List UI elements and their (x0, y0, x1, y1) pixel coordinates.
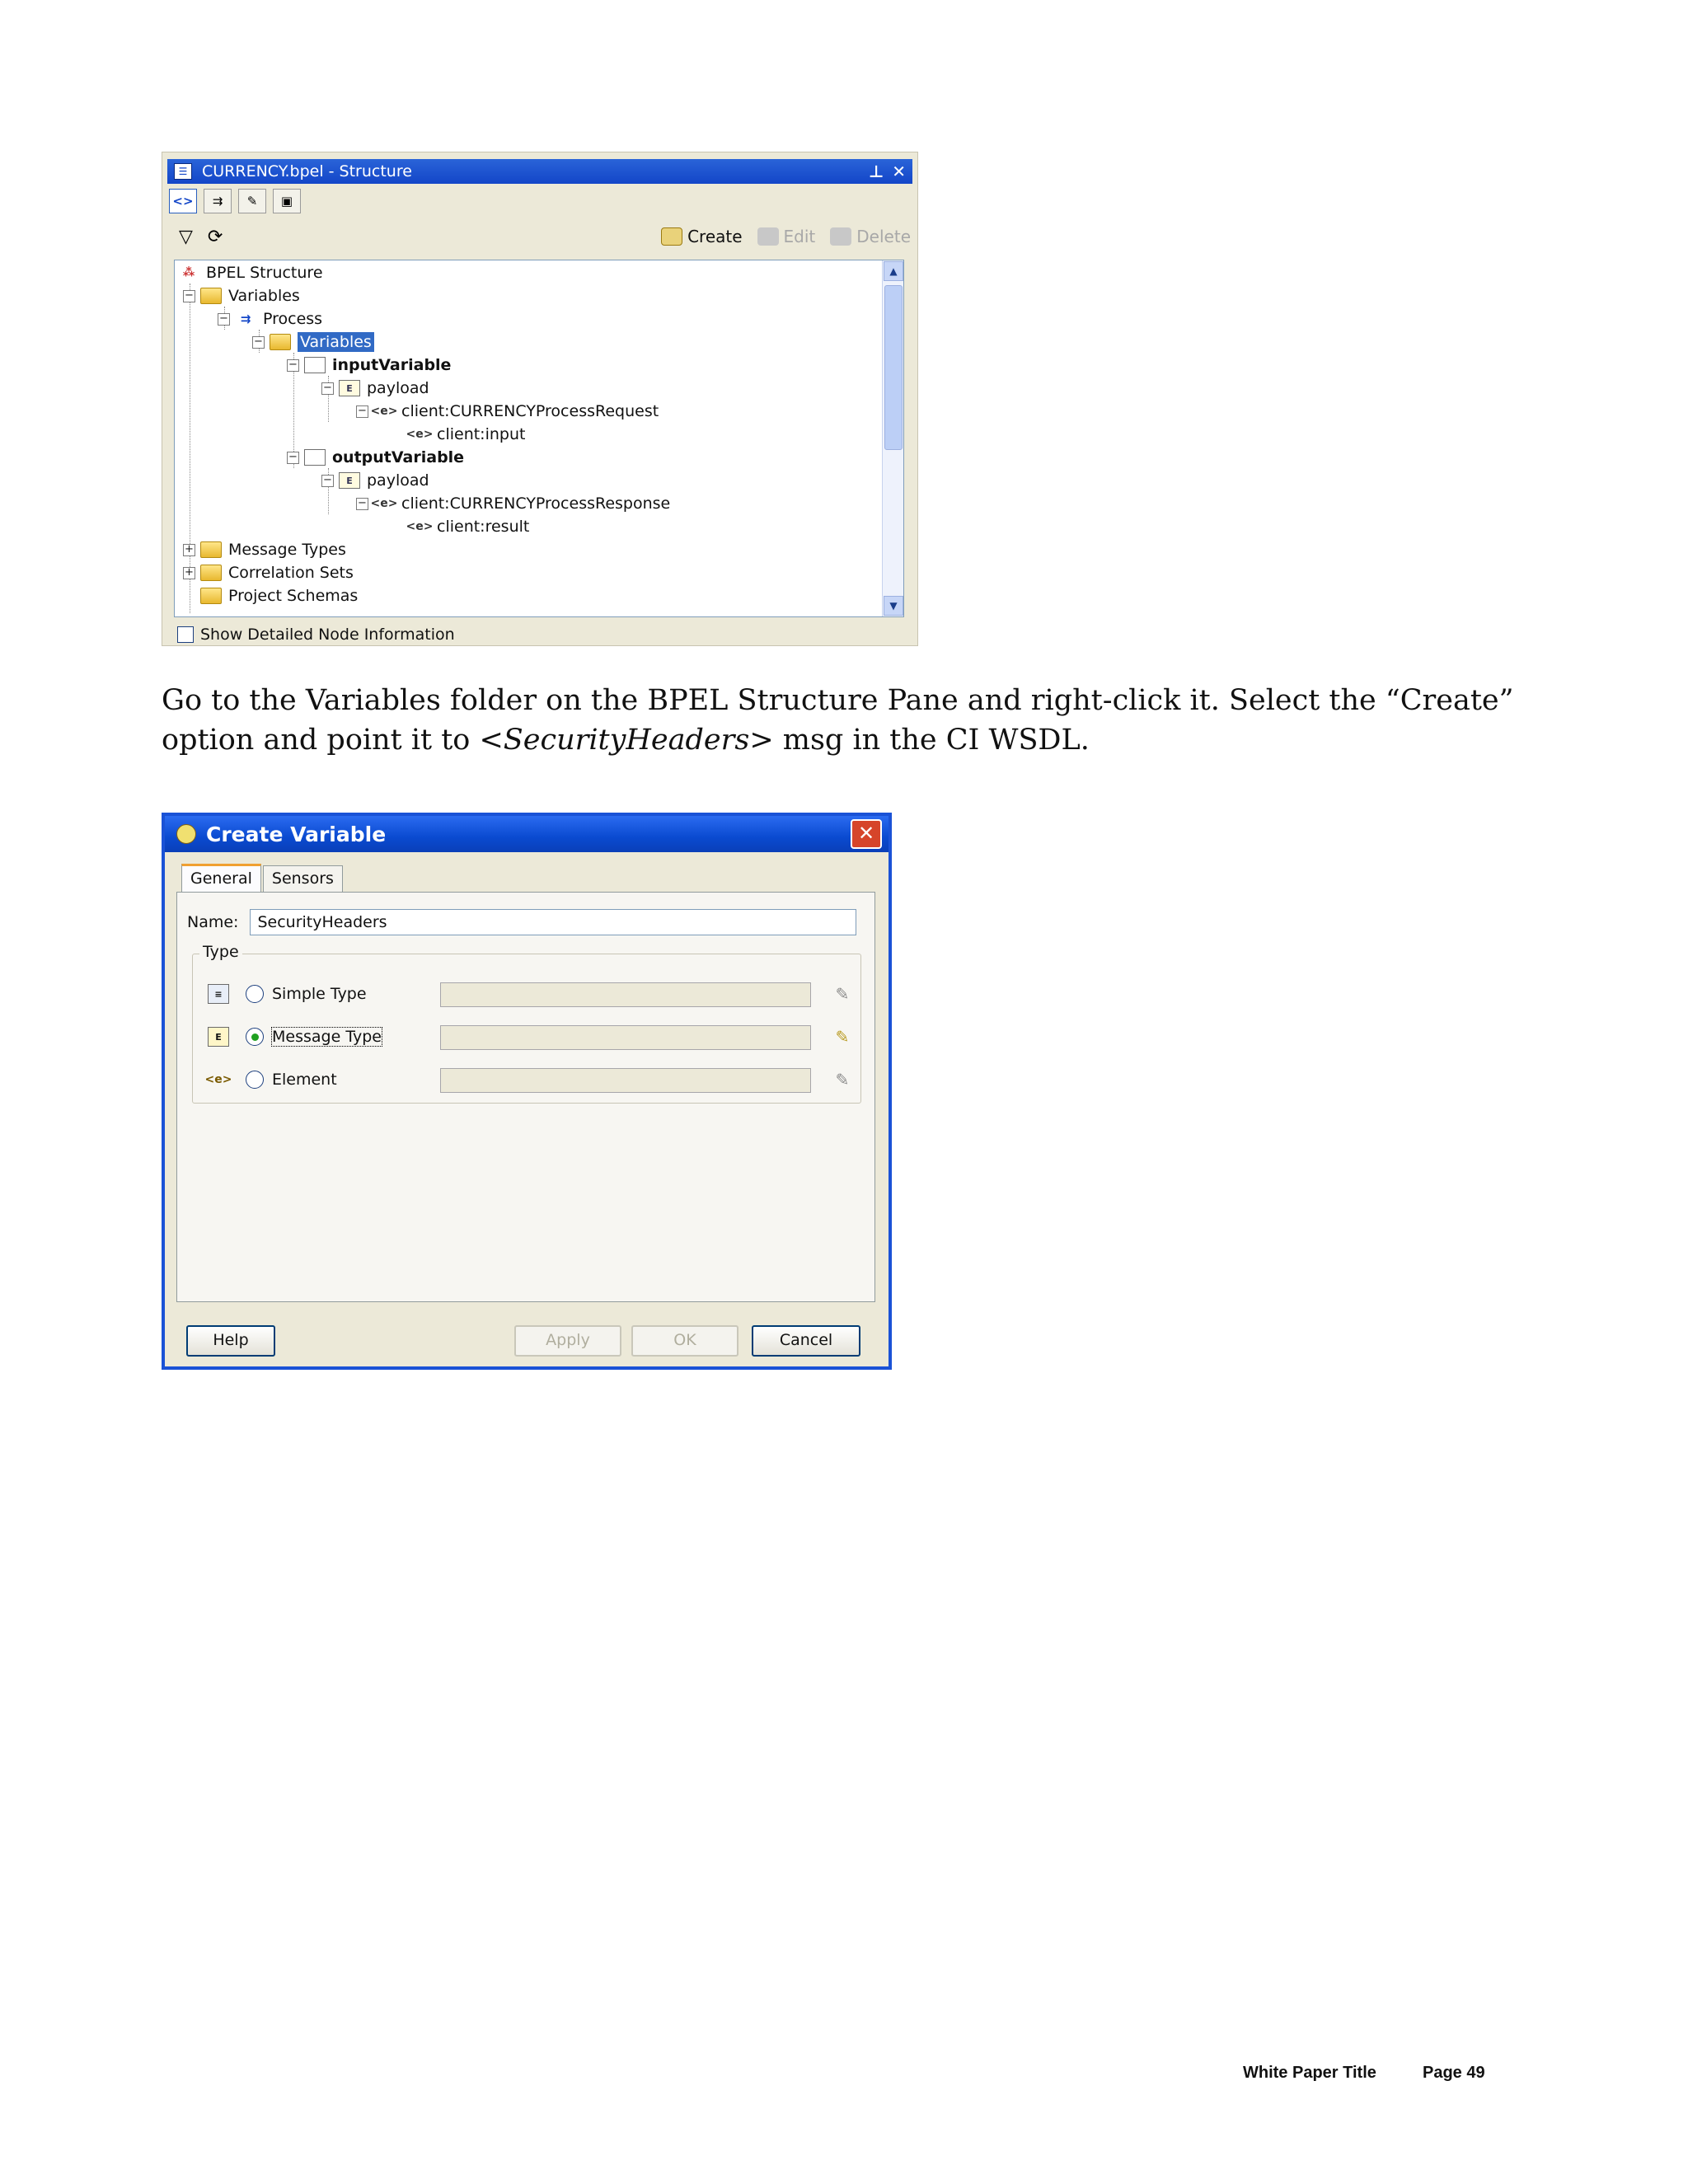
delete-label: Delete (856, 227, 911, 246)
element-icon: <e> (370, 405, 398, 418)
tree-node-label: Project Schemas (228, 587, 359, 605)
footer-title: White Paper Title (1243, 2064, 1376, 2082)
tree-node-output-variable[interactable] (287, 447, 464, 468)
edit-icon (757, 227, 779, 246)
tree-node-input-variable[interactable] (287, 354, 451, 376)
variable-icon (304, 449, 326, 466)
simple-type-radio[interactable] (246, 985, 264, 1003)
tree-node-label: client:CURRENCYProcessRequest (401, 402, 659, 420)
tree-node-label: payload (367, 379, 429, 397)
delete-button[interactable] (830, 227, 911, 246)
filter-icon[interactable]: ▽ (179, 226, 193, 247)
process-icon: ⇉ (240, 312, 251, 326)
structure-pane-titlebar (167, 159, 912, 184)
variable-icon (304, 357, 326, 373)
name-label: Name: (187, 913, 239, 931)
dialog-icon (176, 824, 196, 844)
simple-type-icon: ≡ (208, 984, 229, 1004)
create-icon (661, 227, 682, 246)
element-field[interactable] (440, 1068, 811, 1093)
simple-type-field[interactable] (440, 982, 811, 1007)
general-tab-panel (176, 892, 875, 1302)
collapse-icon[interactable]: − (321, 382, 334, 395)
message-type-label: Message Type (272, 1028, 382, 1046)
cancel-button[interactable]: Cancel (752, 1325, 860, 1357)
properties-icon[interactable]: ▣ (273, 189, 301, 213)
tree-node-process-variables[interactable] (252, 331, 374, 353)
folder-icon (200, 588, 222, 604)
refresh-icon[interactable]: ⟳ (207, 226, 223, 247)
element-label: Element (272, 1071, 337, 1089)
name-row (187, 909, 856, 935)
browse-icon[interactable]: ✎ (835, 1070, 850, 1090)
tree-node-variables[interactable] (183, 285, 300, 307)
tree-node-process-response[interactable] (356, 493, 670, 514)
checkbox-box[interactable] (177, 626, 194, 643)
structure-window-icon: ☰ (174, 163, 192, 180)
dialog-title: Create Variable (206, 822, 387, 846)
tab-general[interactable]: General (181, 864, 261, 892)
collapse-icon[interactable]: − (356, 405, 368, 418)
simple-type-row (208, 981, 850, 1007)
edit-node-icon[interactable]: ✎ (238, 189, 266, 213)
tree-node-label: client:CURRENCYProcessResponse (401, 494, 671, 513)
dialog-close-button[interactable]: ✕ (851, 819, 882, 849)
tree-node-label: BPEL Structure (206, 264, 323, 282)
folder-icon (270, 334, 291, 350)
tree-scrollbar[interactable] (882, 260, 903, 616)
footer-page-number: Page 49 (1423, 2064, 1485, 2082)
ok-button[interactable]: OK (631, 1325, 738, 1357)
message-type-radio[interactable] (246, 1028, 264, 1046)
browse-icon[interactable]: ✎ (835, 1027, 850, 1047)
collapse-icon[interactable]: − (218, 313, 230, 326)
collapse-icon[interactable]: − (356, 498, 368, 510)
name-input[interactable]: SecurityHeaders (250, 909, 856, 935)
tree-node-project-schemas[interactable] (200, 585, 358, 607)
edit-label: Edit (783, 227, 816, 246)
folder-icon (200, 288, 222, 304)
tree-node-client-result[interactable] (406, 516, 530, 537)
tree-node-label: payload (367, 471, 429, 490)
collapse-icon[interactable]: − (252, 336, 265, 349)
tree-node-process[interactable] (218, 308, 322, 330)
tree-node-label: client:result (437, 518, 530, 536)
element-icon: <e> (406, 428, 434, 441)
tree-node-correlation-sets[interactable] (183, 562, 354, 583)
tree-node-bpel-structure[interactable] (178, 262, 323, 284)
tree-node-payload[interactable] (321, 377, 429, 399)
tree-node-process-request[interactable] (356, 401, 659, 422)
message-type-row (208, 1024, 850, 1050)
structure-pane-title: CURRENCY.bpel - Structure (202, 162, 412, 180)
tree-node-label: inputVariable (332, 356, 452, 374)
tree-node-label: client:input (437, 425, 526, 443)
edit-button[interactable] (757, 227, 816, 246)
structure-pane-screenshot (162, 152, 918, 646)
expand-icon[interactable]: + (183, 544, 195, 556)
pin-icon[interactable]: ⊥ (868, 162, 884, 181)
show-detail-checkbox[interactable] (177, 626, 455, 644)
collapse-icon[interactable]: − (287, 452, 299, 464)
message-part-icon: E (339, 380, 360, 396)
instruction-text-1: Go to the Variables folder on the BPEL Structure Pane and right-click it. Select the “Create” option and point it to < (162, 684, 1514, 757)
bpel-structure-icon: ⁂ (182, 266, 195, 279)
tab-sensors[interactable]: Sensors (263, 865, 343, 892)
tree-node-payload[interactable] (321, 470, 429, 491)
element-row (204, 1066, 850, 1093)
tree-node-label: Variables (228, 287, 300, 305)
view-toolbar (169, 189, 301, 215)
tree-node-label: Message Types (228, 541, 346, 559)
scroll-down-icon[interactable]: ▼ (884, 596, 903, 616)
show-detail-label: Show Detailed Node Information (200, 626, 455, 644)
hierarchy-view-icon[interactable]: ⇉ (204, 189, 232, 213)
tree-node-label: Process (263, 310, 323, 328)
scroll-up-icon[interactable]: ▲ (884, 261, 903, 281)
tree-node-label: Variables (298, 332, 374, 352)
tree-node-message-types[interactable] (183, 539, 346, 560)
message-type-field[interactable] (440, 1025, 811, 1050)
element-icon: <e> (370, 497, 398, 510)
source-view-icon[interactable]: <> (169, 189, 197, 213)
scroll-thumb[interactable] (884, 285, 903, 450)
dialog-titlebar (165, 816, 889, 852)
instruction-text-2: > msg in the CI WSDL. (749, 724, 1090, 757)
create-button[interactable] (661, 227, 742, 246)
folder-icon (200, 541, 222, 558)
tree-node-client-input[interactable] (406, 424, 526, 445)
message-type-icon: E (208, 1027, 229, 1047)
message-part-icon: E (339, 472, 360, 489)
element-icon: <e> (204, 1073, 232, 1086)
instruction-italic: SecurityHeaders (503, 724, 750, 757)
element-radio[interactable] (246, 1071, 264, 1089)
help-button[interactable]: Help (186, 1325, 275, 1357)
close-icon[interactable]: ✕ (892, 162, 906, 181)
expand-icon[interactable]: + (183, 567, 195, 579)
type-legend: Type (199, 943, 242, 961)
collapse-icon[interactable]: − (287, 359, 299, 372)
action-toolbar (169, 220, 911, 253)
type-group (192, 943, 861, 1104)
create-variable-dialog (162, 813, 892, 1370)
browse-icon[interactable]: ✎ (835, 984, 850, 1004)
apply-button[interactable]: Apply (514, 1325, 621, 1357)
element-icon: <e> (406, 520, 434, 533)
create-label: Create (687, 227, 743, 246)
instruction-paragraph (162, 681, 1530, 760)
bpel-structure-tree (174, 260, 904, 617)
collapse-icon[interactable]: − (183, 290, 195, 302)
simple-type-label: Simple Type (272, 985, 367, 1003)
tree-node-label: outputVariable (332, 448, 465, 466)
dialog-tabs (181, 865, 345, 892)
folder-icon (200, 565, 222, 581)
collapse-icon[interactable]: − (321, 475, 334, 487)
tree-node-label: Correlation Sets (228, 564, 354, 582)
delete-icon (830, 227, 851, 246)
